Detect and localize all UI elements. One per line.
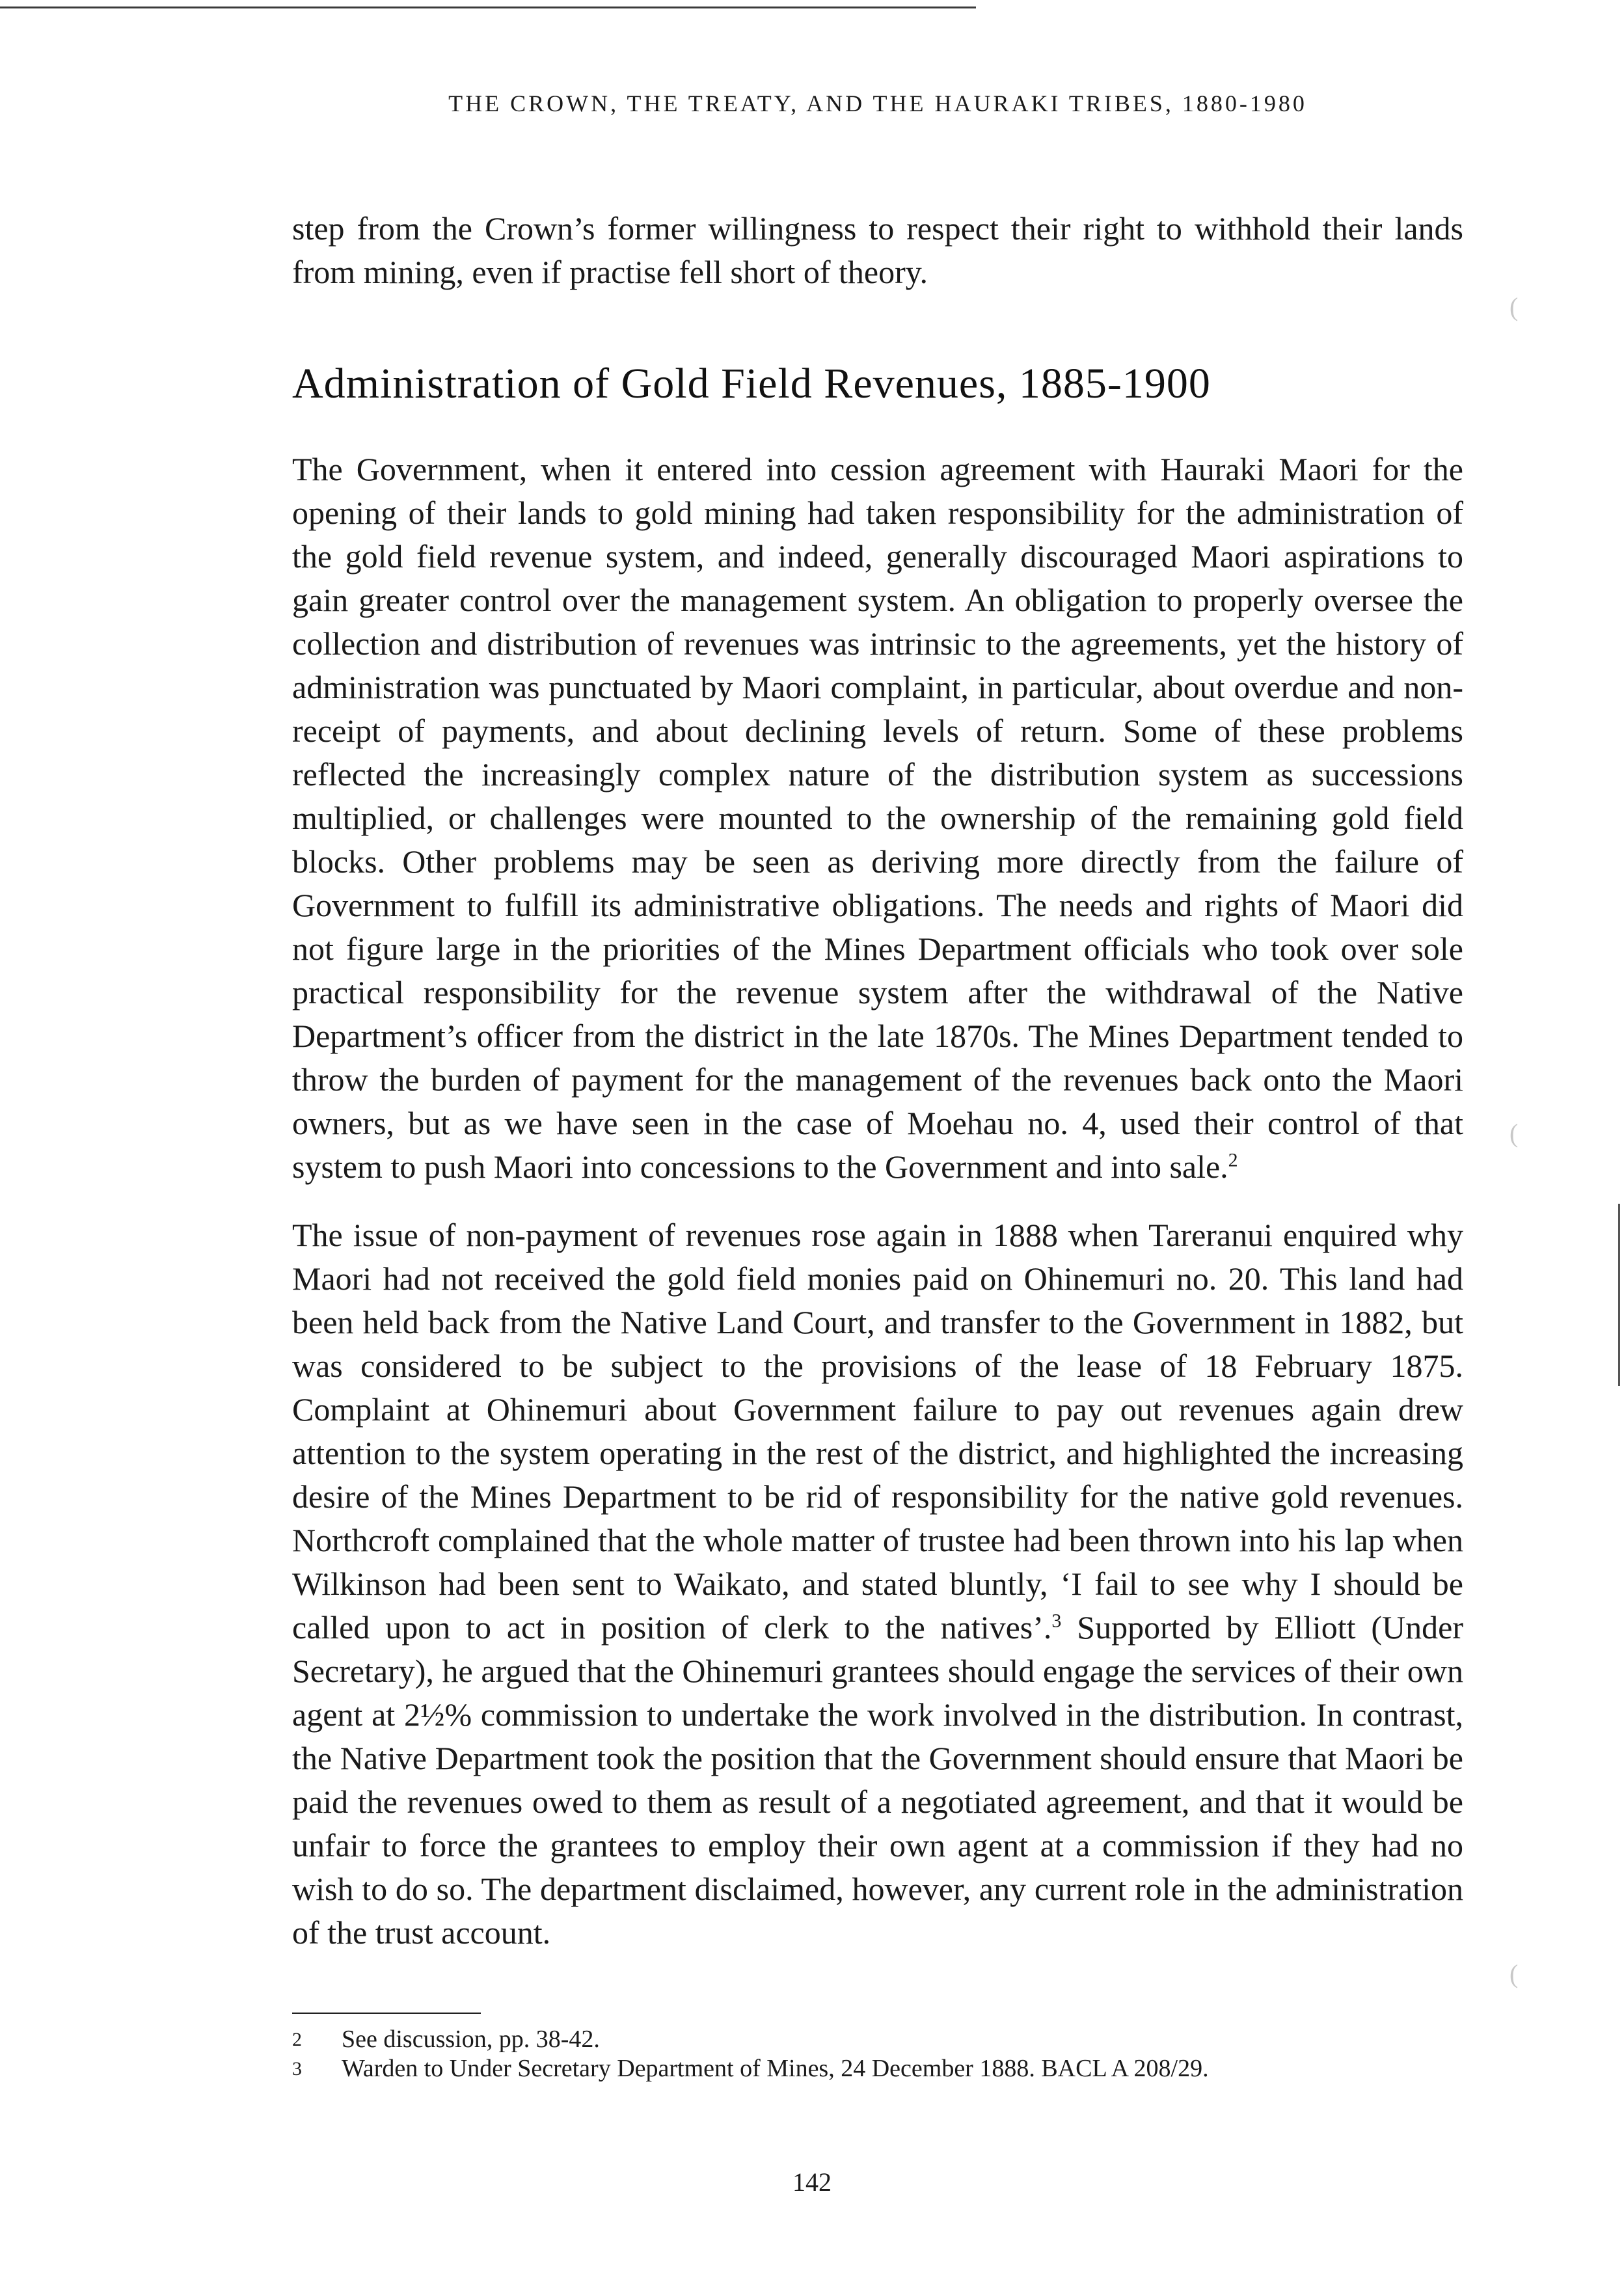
paragraph-1: [292, 448, 1463, 1189]
footnote-text: Warden to Under Secretary Department of Mines, 24 December 1888. BACL A 208/29.: [342, 2055, 1209, 2082]
scan-border-line: [0, 7, 976, 8]
section-heading: Administration of Gold Field Revenues, 1885-1900: [292, 360, 1211, 407]
margin-bracket-mark: (: [1509, 1119, 1519, 1148]
footnote-ref-3[interactable]: 3: [1051, 1610, 1062, 1632]
body-text: [292, 448, 1463, 1955]
footnotes: [292, 2025, 1463, 2083]
paragraph-2: [292, 1214, 1463, 1955]
page-number: 142: [792, 2167, 832, 2197]
running-head: THE CROWN, THE TREATY, AND THE HAURAKI TRIBES, 1880-1980: [448, 90, 1307, 116]
footnote-3: [292, 2054, 1463, 2083]
paragraph-1-text: The Government, when it entered into cession agreement with Hauraki Maori for the opening of their lands to gold mining had taken responsibility for the administration of the gold field revenue system, and indeed, generally discouraged Maori aspirations to gain greater control over the management system. An obligation to properly oversee the collection and distribution of revenues was intrinsic to the agreements, yet the history of administration was punctuated by Maori complaint, in particular, about overdue and non-receipt of payments, and about declining levels of return. Some of these problems reflected the increasingly complex nature of the distribution system as successions multiplied, or challenges were mounted to the ownership of the remaining gold field blocks. Other problems may be seen as deriving more directly from the failure of Government to fulfill its administrative obligations. The needs and rights of Maori did not figure large in the priorities of the Mines Department officials who took over sole practical responsibility for the revenue system after the withdrawal of the Native Department’s officer from the district in the late 1870s. The Mines Department tended to throw the burden of payment for the management of the revenues back onto the Maori owners, but as we have seen in the case of Moehau no. 4, used their control of that system to push Maori into concessions to the Government and into sale.: [292, 451, 1463, 1185]
footnote-number: 2: [292, 2029, 302, 2050]
footnote-2: [292, 2025, 1463, 2054]
scan-edge-line: [1618, 1204, 1620, 1386]
footnote-divider: [292, 2013, 481, 2014]
margin-bracket-mark: (: [1509, 1959, 1519, 1988]
margin-bracket-mark: (: [1509, 292, 1519, 321]
footnote-text: See discussion, pp. 38-42.: [342, 2026, 600, 2053]
intro-block: [292, 207, 1463, 294]
footnote-number: 3: [292, 2058, 302, 2080]
footnote-ref-2[interactable]: 2: [1228, 1149, 1238, 1171]
paragraph-2-text-a: The issue of non-payment of revenues rose again in 1888 when Tareranui enquired why Maori had not received the gold field monies paid on Ohinemuri no. 20. This land had been held back from the Native Land Court, and transfer to the Government in 1882, but was considered to be subject to the provisions of the lease of 18 February 1875. Complaint at Ohinemuri about Government failure to pay out revenues again drew attention to the system operating in the rest of the district, and highlighted the increasing desire of the Mines Department to be rid of responsibility for the native gold revenues. Northcroft complained that the whole matter of trustee had been thrown into his lap when Wilkinson had been sent to Waikato, and stated bluntly, ‘I fail to see why I should be called upon to act in position of clerk to the natives’.: [292, 1217, 1463, 1646]
paragraph-2-text-b: Supported by Elliott (Under Secretary), he argued that the Ohinemuri grantees should engage the services of their own agent at 2½% commission to undertake the work involved in the distribution. In contrast, the Native Department took the position that the Government should ensure that Maori be paid the revenues owed to them as result of a negotiated agreement, and that it would be unfair to force the grantees to employ their own agent at a commission if they had no wish to do so. The department disclaimed, however, any current role in the administration of the trust account.: [292, 1609, 1463, 1951]
intro-paragraph: step from the Crown’s former willingness to respect their right to withhold their lands from mining, even if practise fell short of theory.: [292, 210, 1463, 290]
